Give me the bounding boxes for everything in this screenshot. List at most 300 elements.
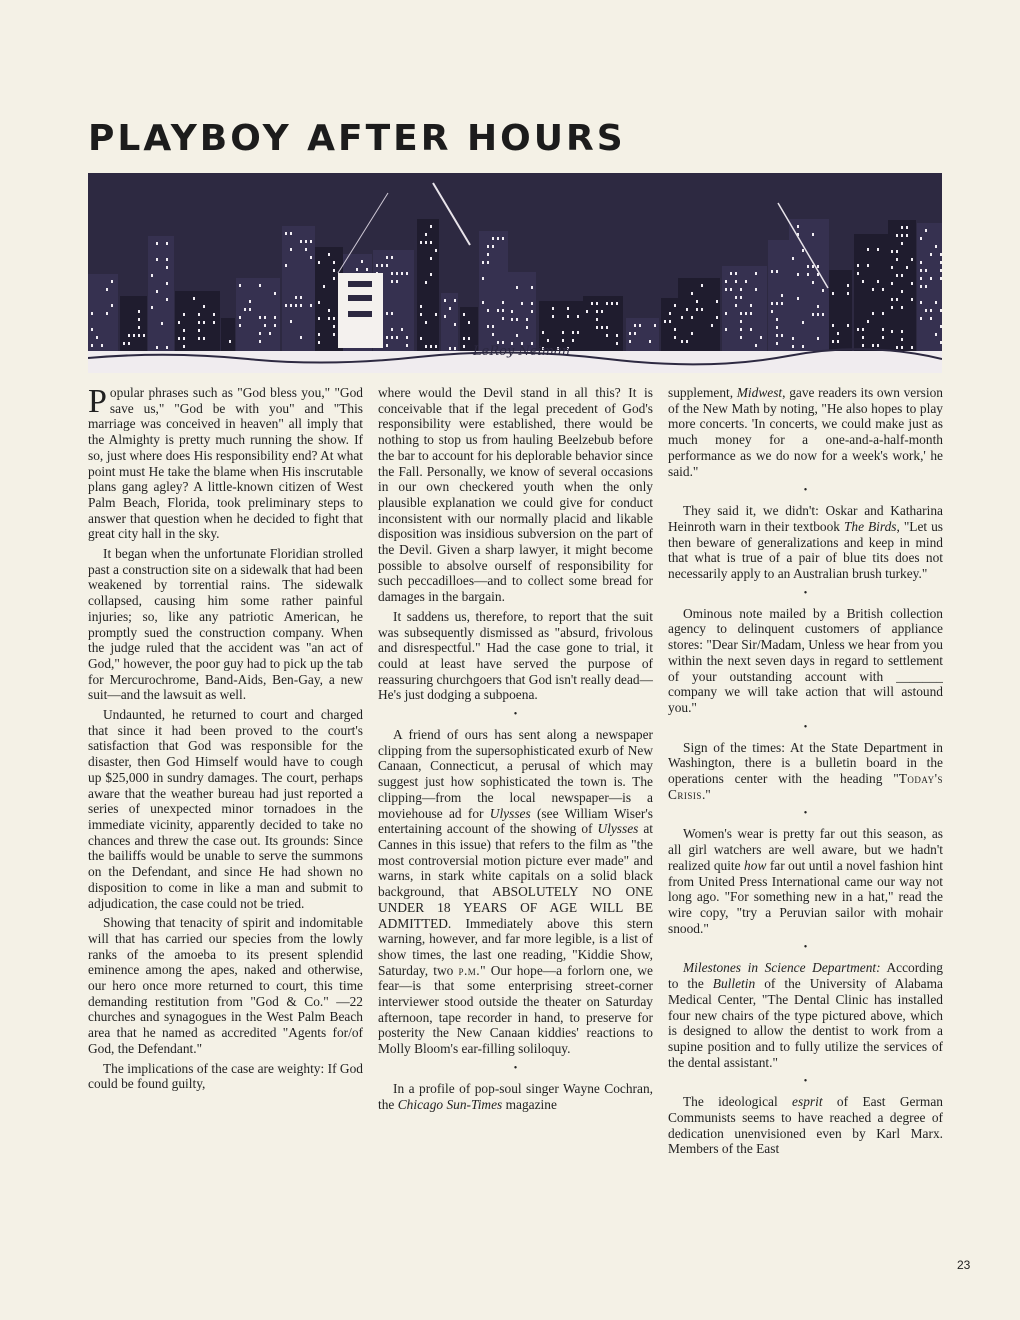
window-light bbox=[616, 342, 618, 345]
window-light bbox=[807, 273, 809, 276]
window-light bbox=[691, 316, 693, 319]
window-light bbox=[901, 330, 903, 333]
window-light bbox=[259, 332, 261, 335]
window-light bbox=[755, 344, 757, 347]
item-separator: • bbox=[803, 942, 808, 954]
window-light bbox=[797, 273, 799, 276]
window-light bbox=[925, 309, 927, 312]
window-light bbox=[183, 313, 185, 316]
window-light bbox=[295, 296, 297, 299]
window-light bbox=[740, 296, 742, 299]
window-light bbox=[463, 313, 465, 316]
window-light bbox=[386, 264, 388, 267]
window-light bbox=[872, 288, 874, 291]
window-light bbox=[229, 340, 231, 343]
window-light bbox=[259, 340, 261, 343]
window-light bbox=[333, 325, 335, 328]
window-light bbox=[310, 304, 312, 307]
window-light bbox=[516, 318, 518, 321]
window-light bbox=[735, 304, 737, 307]
window-light bbox=[333, 269, 335, 272]
window-light bbox=[449, 307, 451, 310]
window-light bbox=[381, 264, 383, 267]
window-light bbox=[750, 304, 752, 307]
window-light bbox=[755, 272, 757, 275]
window-light bbox=[629, 332, 631, 335]
window-light bbox=[391, 312, 393, 315]
window-light bbox=[239, 324, 241, 327]
window-light bbox=[497, 237, 499, 240]
window-light bbox=[502, 309, 504, 312]
window-light bbox=[259, 284, 261, 287]
window-light bbox=[776, 334, 778, 337]
window-light bbox=[745, 312, 747, 315]
window-light bbox=[606, 334, 608, 337]
window-light bbox=[203, 321, 205, 324]
window-light bbox=[817, 337, 819, 340]
window-light bbox=[290, 248, 292, 251]
window-light bbox=[91, 328, 93, 331]
window-light bbox=[454, 347, 456, 350]
window-light bbox=[203, 337, 205, 340]
window-light bbox=[300, 296, 302, 299]
window-light bbox=[740, 328, 742, 331]
window-light bbox=[837, 332, 839, 335]
window-light bbox=[817, 313, 819, 316]
paragraph: Showing that tenacity of spirit and indomitable will that has carried our species from the lowly ranks of the amoeba to its present splendid eminence among the apes, naked and otherwise, our hero once more returned to court, this time demanding restitution from "God & Co." —22 churches and synagogues in the West Palm Beach area that he named as accredited "Agents for/of God, the Defendant." bbox=[88, 915, 363, 1056]
window-light bbox=[562, 331, 564, 334]
window-light bbox=[925, 269, 927, 272]
window-light bbox=[691, 332, 693, 335]
window-light bbox=[463, 337, 465, 340]
window-light bbox=[492, 333, 494, 336]
window-light bbox=[391, 256, 393, 259]
window-light bbox=[133, 334, 135, 337]
window-light bbox=[877, 280, 879, 283]
window-light bbox=[596, 318, 598, 321]
window-light bbox=[318, 317, 320, 320]
window-light bbox=[750, 312, 752, 315]
window-light bbox=[686, 308, 688, 311]
window-light bbox=[862, 336, 864, 339]
window-light bbox=[812, 265, 814, 268]
window-light bbox=[771, 310, 773, 313]
window-light bbox=[891, 250, 893, 253]
window-light bbox=[681, 340, 683, 343]
window-light bbox=[295, 304, 297, 307]
window-light bbox=[391, 280, 393, 283]
window-light bbox=[435, 249, 437, 252]
window-light bbox=[552, 307, 554, 310]
window-light bbox=[318, 301, 320, 304]
window-light bbox=[444, 315, 446, 318]
item-separator: • bbox=[803, 1076, 808, 1088]
window-light bbox=[425, 241, 427, 244]
window-light bbox=[511, 318, 513, 321]
window-light bbox=[328, 253, 330, 256]
window-light bbox=[420, 337, 422, 340]
window-light bbox=[882, 328, 884, 331]
window-light bbox=[430, 257, 432, 260]
window-light bbox=[862, 328, 864, 331]
page-title: PLAYBOY AFTER HOURS bbox=[88, 118, 626, 159]
window-light bbox=[406, 336, 408, 339]
window-light bbox=[290, 232, 292, 235]
window-light bbox=[401, 328, 403, 331]
window-light bbox=[333, 277, 335, 280]
window-light bbox=[156, 346, 158, 349]
window-light bbox=[611, 302, 613, 305]
window-light bbox=[468, 337, 470, 340]
window-light bbox=[896, 250, 898, 253]
window-light bbox=[649, 340, 651, 343]
window-light bbox=[198, 337, 200, 340]
window-light bbox=[305, 240, 307, 243]
window-light bbox=[128, 334, 130, 337]
window-light bbox=[776, 318, 778, 321]
window-light bbox=[911, 298, 913, 301]
window-light bbox=[151, 306, 153, 309]
paragraph: They said it, we didn't: Oskar and Katharina Heinroth warn in their textbook The Birds, "Let us then beware of generalizations and keep in mind that what is true of a pair of blue tits does not necessarily apply to an Australian brush turkey." bbox=[668, 503, 943, 582]
window-light bbox=[269, 332, 271, 335]
window-light bbox=[817, 265, 819, 268]
window-light bbox=[435, 345, 437, 348]
window-light bbox=[420, 241, 422, 244]
window-light bbox=[776, 326, 778, 329]
window-light bbox=[166, 266, 168, 269]
window-light bbox=[435, 313, 437, 316]
window-light bbox=[596, 326, 598, 329]
window-light bbox=[891, 282, 893, 285]
artist-signature: LeRoy Neiman bbox=[473, 344, 571, 359]
window-light bbox=[792, 257, 794, 260]
window-light bbox=[264, 324, 266, 327]
window-light bbox=[681, 316, 683, 319]
window-light bbox=[156, 258, 158, 261]
window-light bbox=[906, 266, 908, 269]
window-light bbox=[310, 256, 312, 259]
window-light bbox=[492, 237, 494, 240]
window-light bbox=[735, 296, 737, 299]
window-light bbox=[96, 336, 98, 339]
window-light bbox=[430, 241, 432, 244]
window-light bbox=[901, 290, 903, 293]
window-light bbox=[629, 340, 631, 343]
window-light bbox=[802, 321, 804, 324]
window-light bbox=[151, 274, 153, 277]
window-light bbox=[552, 315, 554, 318]
window-light bbox=[516, 334, 518, 337]
window-light bbox=[516, 286, 518, 289]
window-light bbox=[239, 316, 241, 319]
window-light bbox=[701, 284, 703, 287]
window-light bbox=[817, 305, 819, 308]
window-light bbox=[674, 328, 676, 331]
window-light bbox=[203, 305, 205, 308]
window-light bbox=[802, 249, 804, 252]
column-2 bbox=[378, 385, 653, 1270]
window-light bbox=[198, 321, 200, 324]
window-light bbox=[847, 284, 849, 287]
window-light bbox=[366, 268, 368, 271]
window-light bbox=[837, 340, 839, 343]
window-light bbox=[444, 299, 446, 302]
window-light bbox=[406, 344, 408, 347]
window-light bbox=[482, 301, 484, 304]
window-light bbox=[361, 260, 363, 263]
window-light bbox=[449, 347, 451, 350]
paragraph: The implications of the case are weighty: If God could be found guilty, bbox=[88, 1060, 363, 1092]
window-light bbox=[511, 310, 513, 313]
window-light bbox=[776, 270, 778, 273]
window-light bbox=[430, 225, 432, 228]
window-light bbox=[128, 342, 130, 345]
window-light bbox=[882, 288, 884, 291]
drop-cap: P bbox=[88, 385, 107, 420]
window-light bbox=[935, 301, 937, 304]
window-light bbox=[193, 297, 195, 300]
window-light bbox=[333, 261, 335, 264]
window-light bbox=[406, 272, 408, 275]
window-light bbox=[482, 261, 484, 264]
window-light bbox=[391, 336, 393, 339]
window-light bbox=[492, 245, 494, 248]
window-light bbox=[300, 336, 302, 339]
window-light bbox=[183, 337, 185, 340]
window-light bbox=[847, 324, 849, 327]
window-light bbox=[601, 310, 603, 313]
window-light bbox=[274, 324, 276, 327]
item-separator: • bbox=[513, 709, 518, 721]
window-light bbox=[526, 318, 528, 321]
window-light bbox=[323, 285, 325, 288]
window-light bbox=[740, 320, 742, 323]
window-light bbox=[606, 302, 608, 305]
window-light bbox=[940, 269, 942, 272]
window-light bbox=[376, 264, 378, 267]
window-light bbox=[857, 264, 859, 267]
window-light bbox=[138, 326, 140, 329]
window-light bbox=[935, 333, 937, 336]
window-light bbox=[730, 288, 732, 291]
window-light bbox=[654, 324, 656, 327]
window-light bbox=[725, 328, 727, 331]
window-light bbox=[792, 337, 794, 340]
window-light bbox=[634, 324, 636, 327]
window-light bbox=[857, 272, 859, 275]
window-light bbox=[740, 312, 742, 315]
window-light bbox=[425, 233, 427, 236]
window-light bbox=[138, 310, 140, 313]
window-light bbox=[797, 225, 799, 228]
window-light bbox=[567, 315, 569, 318]
window-light bbox=[166, 258, 168, 261]
city-skyline-illustration bbox=[88, 173, 942, 373]
window-light bbox=[940, 341, 942, 344]
window-light bbox=[891, 298, 893, 301]
window-light bbox=[920, 277, 922, 280]
window-light bbox=[198, 313, 200, 316]
window-light bbox=[911, 258, 913, 261]
window-light bbox=[896, 346, 898, 349]
window-light bbox=[797, 297, 799, 300]
window-light bbox=[940, 277, 942, 280]
window-light bbox=[567, 307, 569, 310]
window-light bbox=[920, 269, 922, 272]
window-light bbox=[391, 328, 393, 331]
page-number: 23 bbox=[957, 1258, 971, 1272]
window-light bbox=[730, 272, 732, 275]
window-light bbox=[178, 337, 180, 340]
window-light bbox=[862, 280, 864, 283]
window-light bbox=[333, 333, 335, 336]
paragraph: The ideological esprit of East German Communists seems to have reached a degree of dedication unenvisioned even by Karl Marx. Members of the East bbox=[668, 1094, 943, 1157]
window-light bbox=[386, 344, 388, 347]
window-light bbox=[264, 316, 266, 319]
window-light bbox=[213, 321, 215, 324]
window-light bbox=[502, 317, 504, 320]
window-light bbox=[669, 320, 671, 323]
window-light bbox=[333, 317, 335, 320]
window-light bbox=[213, 313, 215, 316]
window-light bbox=[891, 266, 893, 269]
window-light bbox=[901, 274, 903, 277]
window-light bbox=[386, 312, 388, 315]
window-light bbox=[872, 344, 874, 347]
window-light bbox=[198, 329, 200, 332]
window-light bbox=[318, 261, 320, 264]
window-light bbox=[285, 304, 287, 307]
window-light bbox=[930, 317, 932, 320]
paragraph: Women's wear is pretty far out this season, as all girl watchers are well aware, but we hadn't realized quite how far out until a novel fashion hint from United Press International came our way not long ago. "For something new in a hat," read the wire copy, "try a Peruvian sailor with mohair snood." bbox=[668, 826, 943, 936]
window-light bbox=[318, 333, 320, 336]
paragraph: A friend of ours has sent along a newspaper clipping from the supersophisticated exurb of New Canaan, Connecticut, a perusal of which may suggest just how sophisticated the town is. The clipping—from the local newspaper—is a moviehouse ad for Ulysses (see William Wiser's entertaining account of the showing of Ulysses at Cannes in this issue) that refers to the film as "the most controversial motion picture ever made" and warns, in stark white capitals on a solid black background, that ABSOLUTELY NO ONE UNDER 18 YEARS OF AGE WILL BE ADMITTED. Immediately above this stern warning, however, and far more legible, is a list of show times, the last one reading, "Kiddie Show, Saturday, two p.m." Our hope—a forlorn one, we fear—is that some enterprising street-corner interviewer stood outside the theater on Saturday afternoon, tape recorder in hand, to preserve for posterity the New Canaan kiddies' reactions to Molly Bloom's ear-filling soliloquy. bbox=[378, 727, 653, 1057]
window-light bbox=[606, 326, 608, 329]
window-light bbox=[138, 318, 140, 321]
window-light bbox=[882, 312, 884, 315]
window-light bbox=[725, 312, 727, 315]
paragraph: In a profile of pop-soul singer Wayne Cochran, the Chicago Sun-Times magazine bbox=[378, 1080, 653, 1112]
window-light bbox=[812, 313, 814, 316]
window-light bbox=[300, 304, 302, 307]
window-light bbox=[396, 272, 398, 275]
window-light bbox=[425, 281, 427, 284]
window-light bbox=[750, 328, 752, 331]
window-light bbox=[862, 344, 864, 347]
window-light bbox=[911, 346, 913, 349]
window-light bbox=[492, 325, 494, 328]
window-light bbox=[901, 306, 903, 309]
paragraph: It saddens us, therefore, to report that the suit was subsequently dismissed as "absurd, frivolous and disrespectful." Had the case gone to trial, it could at least have served the purpose of reassuring churchgoers that God isn't really dead—He's just dodging a subpoena. bbox=[378, 608, 653, 703]
window-light bbox=[420, 313, 422, 316]
window-light bbox=[877, 248, 879, 251]
window-light bbox=[669, 312, 671, 315]
window-light bbox=[487, 245, 489, 248]
window-light bbox=[468, 321, 470, 324]
window-light bbox=[166, 298, 168, 301]
window-light bbox=[166, 282, 168, 285]
paragraph: where would the Devil stand in all this? It is conceivable that if the legal precedent of God's responsibility were established, there would be nothing to stop us from hauling Beelzebub before the bar to account for his deplorable behavior since the Fall. Personally, we know of several occasions in our own checkered youth when the only plausible explanation we could give for conduct inconsistent with our normally placid and likable disposition was insidious subversion on the part of the Devil. Given a sharp lawyer, it might become possible to absolve ourself of responsibility for such peccadilloes—and to collect some bread for damages in the bargain. bbox=[378, 385, 653, 605]
window-light bbox=[487, 309, 489, 312]
paragraph: Milestones in Science Department: According to the Bulletin of the University of Alabama Medical Center, "The Dental Clinic has installed four new chairs of the type pictured above, which is designed to allow the dentist to work from a supine position and to fully utilize the services of the dental assistant." bbox=[668, 960, 943, 1070]
paragraph: Sign of the times: At the State Department in Washington, there is a bulletin board in the operations center with the heading "Today's Crisis." bbox=[668, 739, 943, 802]
building bbox=[789, 219, 829, 373]
window-light bbox=[867, 264, 869, 267]
window-light bbox=[430, 345, 432, 348]
window-light bbox=[674, 336, 676, 339]
window-light bbox=[832, 324, 834, 327]
window-light bbox=[425, 321, 427, 324]
window-light bbox=[328, 309, 330, 312]
window-light bbox=[391, 272, 393, 275]
window-light bbox=[596, 310, 598, 313]
window-light bbox=[920, 285, 922, 288]
window-light bbox=[740, 336, 742, 339]
window-light bbox=[318, 341, 320, 344]
window-light bbox=[832, 292, 834, 295]
window-light bbox=[425, 345, 427, 348]
window-light bbox=[586, 310, 588, 313]
window-light bbox=[911, 282, 913, 285]
window-light bbox=[386, 336, 388, 339]
window-light bbox=[463, 345, 465, 348]
window-light bbox=[925, 229, 927, 232]
window-light bbox=[781, 302, 783, 305]
paragraph: Undaunted, he returned to court and charged that since it had been proved to the court's satisfaction that God was responsible for the disaster, then God Himself would have to cough up $25,000 in sundry damages. The court, perhaps aware that the weather bureau had just reported a series of unexpected minor tornadoes in the immediate vicinity, apparently decided to take no chances and threw the case out. Its grounds: Since the bailiffs would be unable to serve the summons on the Defendant, and since He had shown no disposition to come in like a man and submit to adjudication, the case could not be tried. bbox=[88, 707, 363, 911]
window-light bbox=[101, 344, 103, 347]
window-light bbox=[420, 305, 422, 308]
window-light bbox=[781, 294, 783, 297]
window-light bbox=[735, 272, 737, 275]
window-light bbox=[166, 346, 168, 349]
window-light bbox=[577, 331, 579, 334]
window-light bbox=[776, 302, 778, 305]
window-light bbox=[920, 317, 922, 320]
window-light bbox=[847, 292, 849, 295]
window-light bbox=[274, 292, 276, 295]
window-light bbox=[487, 261, 489, 264]
window-light bbox=[143, 334, 145, 337]
window-light bbox=[310, 240, 312, 243]
window-light bbox=[386, 256, 388, 259]
window-light bbox=[274, 316, 276, 319]
window-light bbox=[502, 301, 504, 304]
window-light bbox=[896, 258, 898, 261]
item-separator: • bbox=[803, 587, 808, 599]
window-light bbox=[812, 281, 814, 284]
window-light bbox=[896, 274, 898, 277]
window-light bbox=[106, 288, 108, 291]
window-light bbox=[776, 342, 778, 345]
window-light bbox=[249, 308, 251, 311]
window-light bbox=[531, 310, 533, 313]
window-light bbox=[521, 302, 523, 305]
window-light bbox=[91, 344, 93, 347]
window-light bbox=[356, 268, 358, 271]
window-light bbox=[454, 299, 456, 302]
window-light bbox=[674, 304, 676, 307]
window-light bbox=[572, 331, 574, 334]
window-light bbox=[745, 280, 747, 283]
window-light bbox=[601, 326, 603, 329]
window-light bbox=[156, 242, 158, 245]
window-light bbox=[812, 233, 814, 236]
window-light bbox=[166, 242, 168, 245]
window-light bbox=[106, 312, 108, 315]
window-light bbox=[940, 309, 942, 312]
window-light bbox=[940, 325, 942, 328]
window-light bbox=[716, 316, 718, 319]
